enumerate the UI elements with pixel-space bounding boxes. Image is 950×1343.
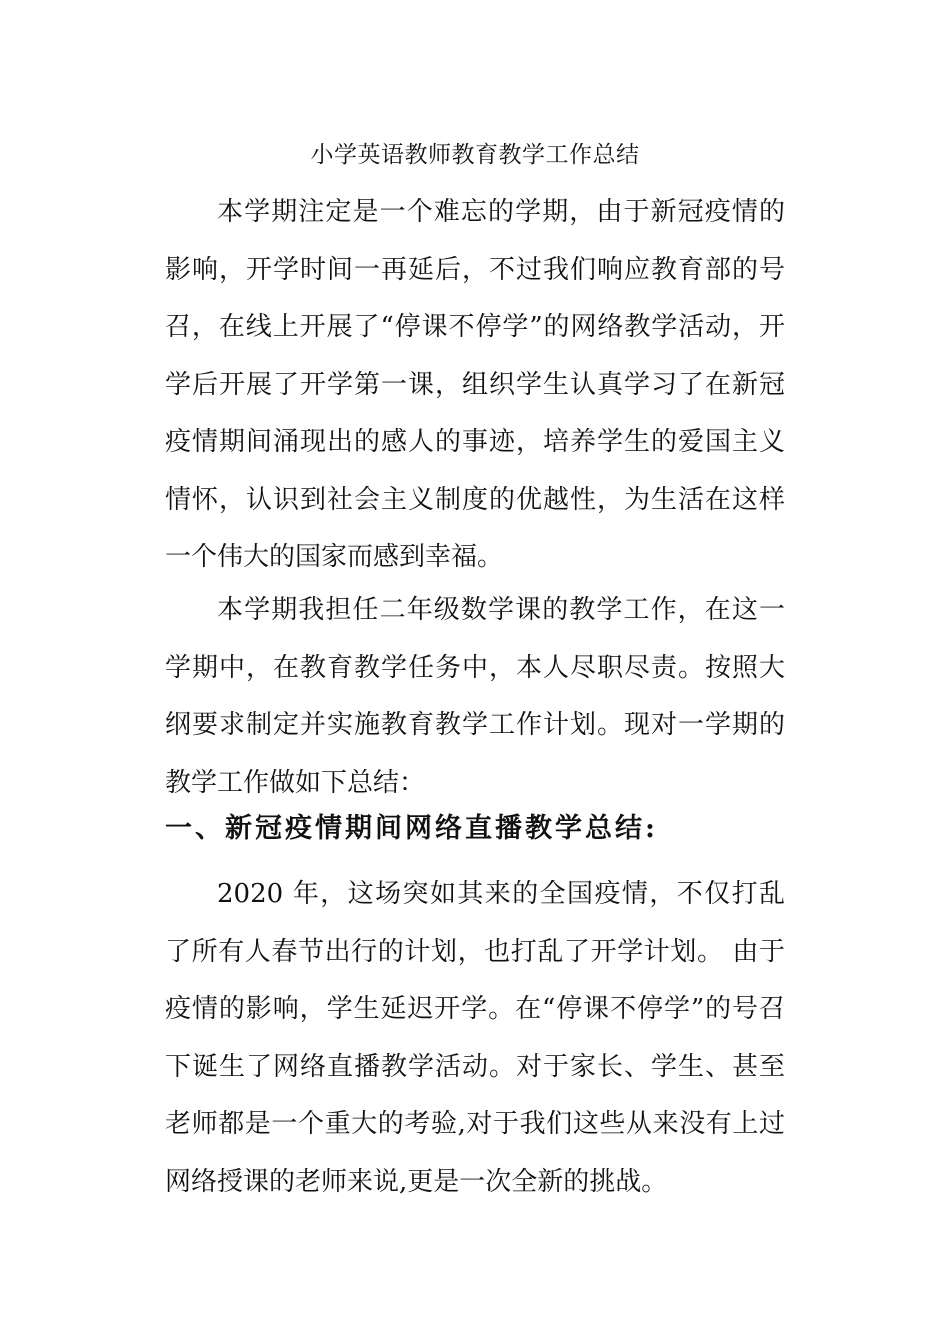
document-title: 小学英语教师教育教学工作总结 (310, 142, 640, 168)
paragraph-online-teaching: 2020 年，这场突如其来的全国疫情，不仅打乱了所有人春节出行的计划，也打乱了开学计划。 由于疫情的影响，学生延迟开学。在“停课不停学”的号召下诞生了网络直播教学活动。对于家长、学生、甚至老师都是一个重大的考验,对于我们这些从来没有上过网络授课的老师来说,更是一次全新的挑战。 (165, 879, 785, 1197)
section-heading-online-teaching: 一、新冠疫情期间网络直播教学总结: (165, 813, 658, 844)
paragraph-teaching-duty: 本学期我担任二年级数学课的教学工作，在这一学期中，在教育教学任务中，本人尽职尽责。按照大纲要求制定并实施教育教学工作计划。现对一学期的教学工作做如下总结： (165, 595, 785, 798)
paragraph-intro: 本学期注定是一个难忘的学期，由于新冠疫情的影响，开学时间一再延后，不过我们响应教育部的号召，在线上开展了“停课不停学”的网络教学活动，开学后开展了开学第一课，组织学生认真学习了在新冠疫情期间涌现出的感人的事迹，培养学生的爱国主义情怀，认识到社会主义制度的优越性，为生活在这样一个伟大的国家而感到幸福。 (165, 197, 785, 572)
